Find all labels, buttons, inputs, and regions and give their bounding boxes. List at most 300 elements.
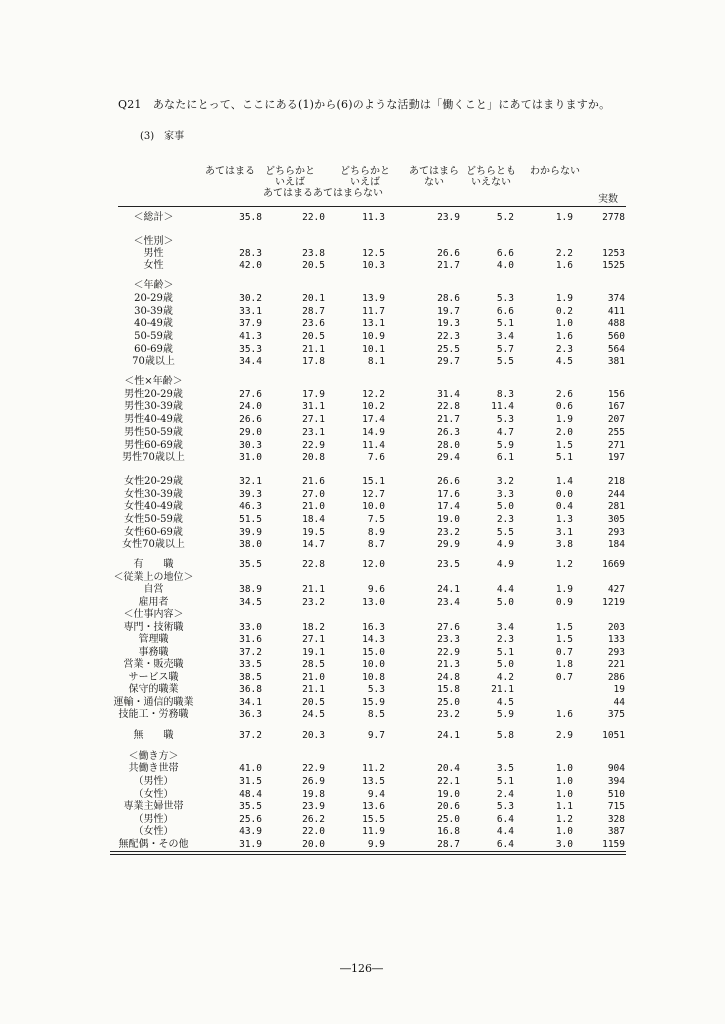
value-cell: 22.9 [302, 440, 325, 451]
value-cell: 28.0 [437, 440, 460, 451]
row-label: ＜総計＞ [133, 212, 174, 223]
value-cell: 20.5 [302, 697, 325, 708]
value-cell: 0.0 [555, 489, 573, 500]
table-row [0, 826, 725, 838]
value-cell: 21.6 [302, 476, 325, 487]
count-cell: 44 [613, 697, 625, 708]
value-cell: 26.6 [437, 248, 460, 259]
row-label: 女性30-39歳 [124, 489, 183, 500]
value-cell: 51.5 [239, 514, 262, 525]
count-cell: 293 [607, 647, 625, 658]
table-row [0, 318, 725, 330]
value-cell: 27.6 [239, 389, 262, 400]
value-cell: 35.3 [239, 344, 262, 355]
count-cell: 255 [607, 427, 625, 438]
row-label: ＜従業上の地位＞ [113, 572, 194, 583]
row-label: 管理職 [138, 634, 169, 645]
value-cell: 31.5 [239, 776, 262, 787]
row-label: 女性70歳以上 [122, 539, 185, 550]
value-cell: 13.6 [362, 801, 385, 812]
row-label: ＜性別＞ [133, 236, 174, 247]
count-cell: 560 [607, 331, 625, 342]
value-cell: 17.6 [437, 489, 460, 500]
table-row [0, 776, 725, 788]
count-cell: 271 [607, 440, 625, 451]
value-cell: 34.1 [239, 697, 262, 708]
value-cell: 19.0 [437, 514, 460, 525]
row-label: 自営 [143, 584, 164, 595]
value-cell: 10.3 [362, 260, 385, 271]
value-cell: 38.9 [239, 584, 262, 595]
table-row [0, 489, 725, 501]
value-cell: 17.8 [302, 356, 325, 367]
table-bottom-rule [110, 851, 626, 852]
value-cell: 23.9 [437, 212, 460, 223]
row-label: 50-59歳 [134, 331, 173, 342]
table-row [0, 376, 725, 388]
table-row [0, 839, 725, 851]
value-cell: 5.1 [555, 452, 573, 463]
value-cell: 2.6 [555, 389, 573, 400]
value-cell: 8.7 [367, 539, 385, 550]
value-cell: 2.4 [496, 789, 514, 800]
value-cell: 5.1 [496, 776, 514, 787]
row-label: 女性60-69歳 [124, 527, 183, 538]
row-label: ＜仕事内容＞ [123, 609, 184, 620]
value-cell: 5.3 [496, 801, 514, 812]
value-cell: 19.5 [302, 527, 325, 538]
value-cell: 4.0 [496, 260, 514, 271]
value-cell: 4.5 [555, 356, 573, 367]
value-cell: 26.6 [437, 476, 460, 487]
value-cell: 7.5 [367, 514, 385, 525]
value-cell: 37.9 [239, 318, 262, 329]
table-row [0, 751, 725, 763]
table-row [0, 293, 725, 305]
value-cell: 26.3 [437, 427, 460, 438]
value-cell: 1.9 [555, 414, 573, 425]
value-cell: 39.9 [239, 527, 262, 538]
value-cell: 27.1 [302, 414, 325, 425]
count-cell: 564 [607, 344, 625, 355]
value-cell: 31.6 [239, 634, 262, 645]
value-cell: 1.5 [555, 622, 573, 633]
row-label: 無配偶・その他 [118, 839, 189, 850]
table-bottom-rule-double [110, 854, 626, 855]
value-cell: 29.0 [239, 427, 262, 438]
count-cell: 203 [607, 622, 625, 633]
value-cell: 10.8 [362, 672, 385, 683]
value-cell: 5.5 [496, 356, 514, 367]
row-label: 60-69歳 [134, 344, 173, 355]
row-label: 無 職 [133, 730, 174, 741]
value-cell: 6.4 [496, 839, 514, 850]
value-cell: 20.5 [302, 260, 325, 271]
value-cell: 24.8 [437, 672, 460, 683]
value-cell: 10.2 [362, 401, 385, 412]
table-row [0, 401, 725, 413]
value-cell: 1.0 [555, 763, 573, 774]
table-row [0, 572, 725, 584]
table-row [0, 440, 725, 452]
value-cell: 22.0 [302, 212, 325, 223]
row-label: （女性） [133, 826, 174, 837]
table-row [0, 730, 725, 742]
count-cell: 387 [607, 826, 625, 837]
value-cell: 14.9 [362, 427, 385, 438]
count-cell: 305 [607, 514, 625, 525]
value-cell: 22.0 [302, 826, 325, 837]
value-cell: 2.2 [555, 248, 573, 259]
header-applies: あてはまる [205, 166, 255, 177]
value-cell: 5.2 [496, 212, 514, 223]
value-cell: 5.1 [496, 318, 514, 329]
row-label: （男性） [133, 776, 174, 787]
value-cell: 5.0 [496, 501, 514, 512]
value-cell: 1.8 [555, 659, 573, 670]
value-cell: 3.4 [496, 331, 514, 342]
table-row [0, 527, 725, 539]
value-cell: 3.8 [555, 539, 573, 550]
value-cell: 11.2 [362, 763, 385, 774]
table-row [0, 709, 725, 721]
value-cell: 19.0 [437, 789, 460, 800]
value-cell: 41.0 [239, 763, 262, 774]
value-cell: 8.3 [496, 389, 514, 400]
value-cell: 9.6 [367, 584, 385, 595]
value-cell: 8.9 [367, 527, 385, 538]
count-cell: 488 [607, 318, 625, 329]
value-cell: 0.7 [555, 647, 573, 658]
value-cell: 12.7 [362, 489, 385, 500]
table-row [0, 659, 725, 671]
value-cell: 4.7 [496, 427, 514, 438]
row-label: 事務職 [138, 647, 169, 658]
value-cell: 21.7 [437, 414, 460, 425]
value-cell: 4.2 [496, 672, 514, 683]
count-cell: 244 [607, 489, 625, 500]
value-cell: 17.9 [302, 389, 325, 400]
value-cell: 4.5 [496, 697, 514, 708]
value-cell: 29.4 [437, 452, 460, 463]
table-row [0, 609, 725, 621]
value-cell: 12.2 [362, 389, 385, 400]
header-count: 実数 [598, 194, 618, 205]
value-cell: 41.3 [239, 331, 262, 342]
value-cell: 19.1 [302, 647, 325, 658]
value-cell: 12.0 [362, 559, 385, 570]
row-label: 30-39歳 [134, 306, 173, 317]
value-cell: 1.1 [555, 801, 573, 812]
value-cell: 1.0 [555, 776, 573, 787]
value-cell: 32.1 [239, 476, 262, 487]
value-cell: 10.9 [362, 331, 385, 342]
value-cell: 1.9 [555, 584, 573, 595]
value-cell: 39.3 [239, 489, 262, 500]
value-cell: 1.3 [555, 514, 573, 525]
count-cell: 1669 [602, 559, 625, 570]
value-cell: 11.7 [362, 306, 385, 317]
value-cell: 34.4 [239, 356, 262, 367]
value-cell: 5.3 [496, 293, 514, 304]
count-cell: 281 [607, 501, 625, 512]
value-cell: 36.8 [239, 684, 262, 695]
value-cell: 1.6 [555, 331, 573, 342]
value-cell: 25.0 [437, 814, 460, 825]
value-cell: 18.4 [302, 514, 325, 525]
value-cell: 22.9 [302, 763, 325, 774]
table-row [0, 306, 725, 318]
value-cell: 4.9 [496, 559, 514, 570]
value-cell: 1.0 [555, 789, 573, 800]
value-cell: 11.3 [362, 212, 385, 223]
value-cell: 5.0 [496, 659, 514, 670]
row-label: 70歳以上 [132, 356, 175, 367]
count-cell: 221 [607, 659, 625, 670]
row-label: 男性20-29歳 [124, 389, 183, 400]
value-cell: 31.4 [437, 389, 460, 400]
value-cell: 6.6 [496, 306, 514, 317]
header-not-apply: あてはまら ない [409, 166, 459, 188]
value-cell: 23.3 [437, 634, 460, 645]
value-cell: 37.2 [239, 730, 262, 741]
value-cell: 4.4 [496, 584, 514, 595]
row-label: 専業主婦世帯 [123, 801, 184, 812]
value-cell: 24.0 [239, 401, 262, 412]
value-cell: 30.3 [239, 440, 262, 451]
value-cell: 24.5 [302, 709, 325, 720]
table-row [0, 763, 725, 775]
value-cell: 31.0 [239, 452, 262, 463]
count-cell: 427 [607, 584, 625, 595]
value-cell: 0.6 [555, 401, 573, 412]
table-row [0, 260, 725, 272]
value-cell: 2.9 [555, 730, 573, 741]
value-cell: 42.0 [239, 260, 262, 271]
value-cell: 0.7 [555, 672, 573, 683]
row-label: 雇用者 [138, 597, 169, 608]
value-cell: 23.8 [302, 248, 325, 259]
value-cell: 21.0 [302, 672, 325, 683]
row-label: 運輸・通信的職業 [113, 697, 194, 708]
row-label: （女性） [133, 789, 174, 800]
value-cell: 19.7 [437, 306, 460, 317]
header-apply-not-apply-row: あてはまるあてはまらない [263, 188, 383, 199]
value-cell: 3.0 [555, 839, 573, 850]
count-cell: 19 [613, 684, 625, 695]
value-cell: 1.6 [555, 260, 573, 271]
value-cell: 5.5 [496, 527, 514, 538]
value-cell: 7.6 [367, 452, 385, 463]
value-cell: 27.6 [437, 622, 460, 633]
value-cell: 24.1 [437, 584, 460, 595]
value-cell: 28.7 [302, 306, 325, 317]
value-cell: 3.4 [496, 622, 514, 633]
value-cell: 48.4 [239, 789, 262, 800]
table-row [0, 789, 725, 801]
value-cell: 18.2 [302, 622, 325, 633]
count-cell: 1525 [602, 260, 625, 271]
value-cell: 3.3 [496, 489, 514, 500]
value-cell: 19.8 [302, 789, 325, 800]
count-cell: 375 [607, 709, 625, 720]
value-cell: 2.3 [496, 514, 514, 525]
table-row [0, 248, 725, 260]
value-cell: 3.1 [555, 527, 573, 538]
value-cell: 17.4 [437, 501, 460, 512]
row-label: （男性） [133, 814, 174, 825]
count-cell: 207 [607, 414, 625, 425]
value-cell: 5.1 [496, 647, 514, 658]
value-cell: 16.3 [362, 622, 385, 633]
count-cell: 2778 [602, 212, 625, 223]
value-cell: 20.0 [302, 839, 325, 850]
value-cell: 22.9 [437, 647, 460, 658]
row-label: ＜年齢＞ [133, 280, 174, 291]
row-label: 有 職 [133, 559, 174, 570]
value-cell: 5.3 [367, 684, 385, 695]
value-cell: 21.0 [302, 501, 325, 512]
row-label: 男性70歳以上 [122, 452, 185, 463]
value-cell: 26.6 [239, 414, 262, 425]
value-cell: 0.4 [555, 501, 573, 512]
count-cell: 510 [607, 789, 625, 800]
value-cell: 2.3 [496, 634, 514, 645]
value-cell: 46.3 [239, 501, 262, 512]
value-cell: 14.3 [362, 634, 385, 645]
value-cell: 33.0 [239, 622, 262, 633]
value-cell: 9.9 [367, 839, 385, 850]
value-cell: 21.7 [437, 260, 460, 271]
table-row [0, 634, 725, 646]
value-cell: 24.1 [437, 730, 460, 741]
value-cell: 10.0 [362, 659, 385, 670]
value-cell: 5.0 [496, 597, 514, 608]
value-cell: 28.3 [239, 248, 262, 259]
count-cell: 1051 [602, 730, 625, 741]
table-row [0, 647, 725, 659]
value-cell: 10.0 [362, 501, 385, 512]
table-row [0, 280, 725, 292]
count-cell: 167 [607, 401, 625, 412]
value-cell: 26.9 [302, 776, 325, 787]
value-cell: 31.9 [239, 839, 262, 850]
value-cell: 1.2 [555, 559, 573, 570]
value-cell: 21.1 [302, 584, 325, 595]
value-cell: 15.0 [362, 647, 385, 658]
page-number: ―126― [340, 962, 383, 975]
count-cell: 1219 [602, 597, 625, 608]
value-cell: 20.3 [302, 730, 325, 741]
value-cell: 23.1 [302, 427, 325, 438]
value-cell: 1.6 [555, 709, 573, 720]
row-label: 女性40-49歳 [124, 501, 183, 512]
value-cell: 19.3 [437, 318, 460, 329]
value-cell: 1.5 [555, 440, 573, 451]
table-row [0, 452, 725, 464]
value-cell: 4.4 [496, 826, 514, 837]
value-cell: 23.4 [437, 597, 460, 608]
header-somewhat-applies: どちらかと いえば [265, 166, 315, 188]
count-cell: 904 [607, 763, 625, 774]
value-cell: 1.0 [555, 826, 573, 837]
header-dont-know: わからない [530, 166, 580, 177]
value-cell: 13.0 [362, 597, 385, 608]
count-cell: 286 [607, 672, 625, 683]
row-label: ＜性×年齢＞ [124, 376, 183, 387]
value-cell: 28.5 [302, 659, 325, 670]
count-cell: 156 [607, 389, 625, 400]
table-row [0, 501, 725, 513]
table-row [0, 389, 725, 401]
value-cell: 1.9 [555, 212, 573, 223]
value-cell: 2.3 [555, 344, 573, 355]
value-cell: 2.0 [555, 427, 573, 438]
count-cell: 715 [607, 801, 625, 812]
row-label: 40-49歳 [134, 318, 173, 329]
value-cell: 5.8 [496, 730, 514, 741]
value-cell: 20.5 [302, 331, 325, 342]
value-cell: 9.7 [367, 730, 385, 741]
count-cell: 411 [607, 306, 625, 317]
value-cell: 23.9 [302, 801, 325, 812]
value-cell: 14.7 [302, 539, 325, 550]
value-cell: 23.2 [437, 709, 460, 720]
row-label: 技能工・労務職 [118, 709, 189, 720]
value-cell: 11.4 [362, 440, 385, 451]
row-label: 男性 [143, 248, 164, 259]
value-cell: 20.1 [302, 293, 325, 304]
value-cell: 21.3 [437, 659, 460, 670]
value-cell: 27.0 [302, 489, 325, 500]
table-row [0, 212, 725, 224]
value-cell: 3.5 [496, 763, 514, 774]
row-label: 共働き世帯 [128, 763, 179, 774]
table-row [0, 622, 725, 634]
value-cell: 22.8 [302, 559, 325, 570]
value-cell: 28.7 [437, 839, 460, 850]
value-cell: 36.3 [239, 709, 262, 720]
value-cell: 0.9 [555, 597, 573, 608]
count-cell: 133 [607, 634, 625, 645]
value-cell: 5.3 [496, 414, 514, 425]
value-cell: 1.0 [555, 318, 573, 329]
row-label: 営業・販売職 [123, 659, 184, 670]
value-cell: 20.8 [302, 452, 325, 463]
count-cell: 328 [607, 814, 625, 825]
value-cell: 34.5 [239, 597, 262, 608]
row-label: 男性30-39歳 [124, 401, 183, 412]
row-label: ＜働き方＞ [128, 751, 179, 762]
value-cell: 25.5 [437, 344, 460, 355]
row-label: 男性50-59歳 [124, 427, 183, 438]
value-cell: 31.1 [302, 401, 325, 412]
subquestion-text: (3) 家事 [140, 131, 185, 142]
value-cell: 15.9 [362, 697, 385, 708]
value-cell: 28.6 [437, 293, 460, 304]
value-cell: 13.1 [362, 318, 385, 329]
table-row [0, 344, 725, 356]
value-cell: 8.1 [367, 356, 385, 367]
value-cell: 11.9 [362, 826, 385, 837]
value-cell: 20.6 [437, 801, 460, 812]
value-cell: 33.5 [239, 659, 262, 670]
value-cell: 1.2 [555, 814, 573, 825]
value-cell: 5.9 [496, 440, 514, 451]
value-cell: 8.5 [367, 709, 385, 720]
value-cell: 15.1 [362, 476, 385, 487]
value-cell: 26.2 [302, 814, 325, 825]
